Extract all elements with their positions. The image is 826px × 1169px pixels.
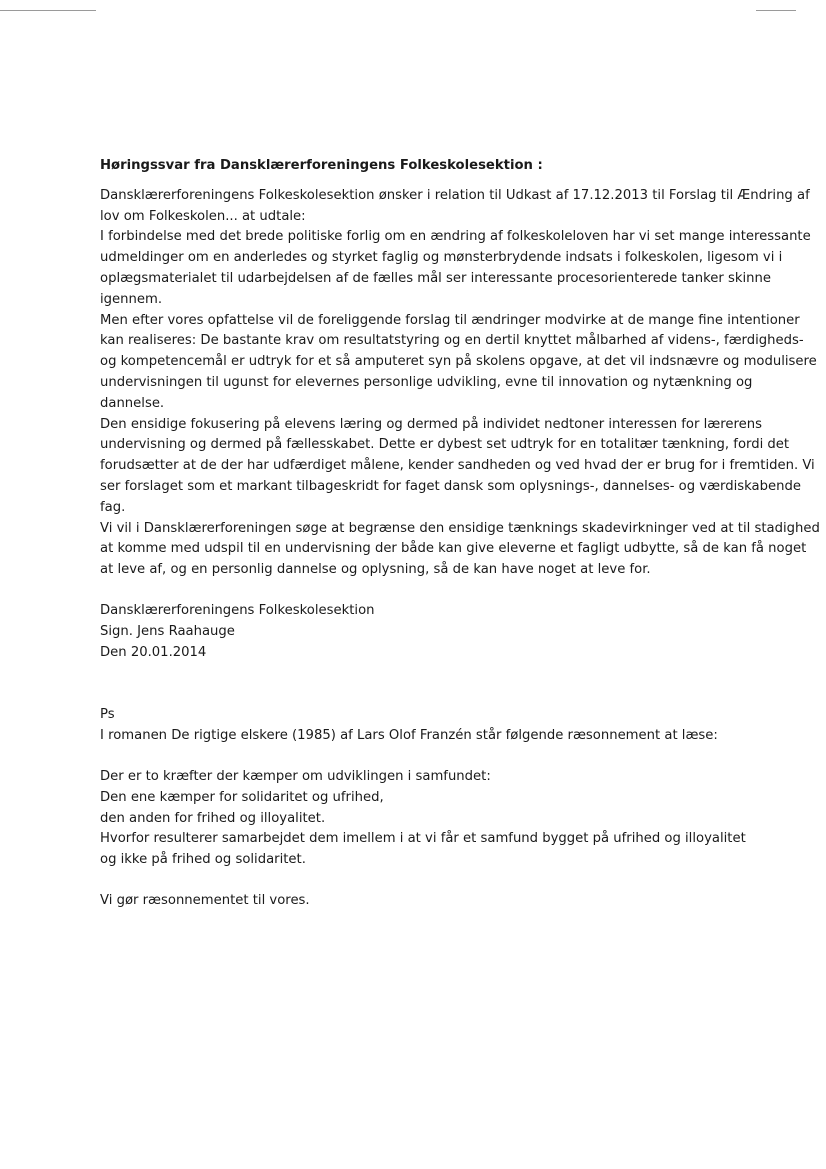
signature-name: Sign. Jens Raahauge [100,623,235,639]
body-line: oplægsmaterialet til udarbejdelsen af de fælles mål ser interessante procesorienterede tanker skinne [100,270,771,286]
body-line: Vi vil i Dansklærerforeningen søge at begrænse den ensidige tænknings skadevirkninger ved at til stadighed [100,520,820,536]
quote-line: Der er to kræfter der kæmper om udviklingen i samfundet: [100,768,491,784]
scan-edge-mark [0,10,96,11]
body-line: og kompetencemål er udtryk for et så amputeret syn på skolens opgave, at det vil indsnævre og modulisere [100,354,817,370]
postscript-closing: Vi gør ræsonnementet til vores. [100,892,310,908]
body-line: dannelse. [100,395,165,411]
scan-edge-mark [756,10,796,11]
body-line: at komme med udspil til en undervisning der både kan give eleverne et fagligt udbytte, så de kan få noget [100,541,807,557]
body-line: kan realiseres: De bastante krav om resultatstyring og en dertil knyttet målbarhed af videns-, færdigheds- [100,333,804,349]
body-line: udmeldinger om en anderledes og styrket faglig og mønsterbrydende indsats i folkeskolen, ligesom vi i [100,250,783,266]
signature-block [100,601,750,663]
body-line: undervisningen til ugunst for elevernes personlige udvikling, evne til innovation og nytænkning og [100,374,753,390]
body-text [100,186,820,581]
body-line: fag. [100,499,126,515]
quote-line: Hvorfor resulterer samarbejdet dem imellem i at vi får et samfund bygget på ufrihed og illoyalitet [100,831,746,847]
postscript-label: Ps [100,707,115,723]
quote-line: den anden for frihed og illoyalitet. [100,810,326,826]
signature-organization: Dansklærerforeningens Folkeskolesektion [100,602,375,618]
body-line: Den ensidige fokusering på elevens læring og dermed på individet nedtoner interessen for lærerens [100,416,762,432]
document-page [100,156,820,912]
body-line: Dansklærerforeningens Folkeskolesektion ønsker i relation til Udkast af 17.12.2013 til Forslag til Ændring af [100,187,810,203]
body-line: undervisning og dermed på fællesskabet. Dette er dybest set udtryk for en totalitær tænkning, fordi det [100,437,790,453]
body-line: forudsætter at de der har udfærdiget målene, kender sandheden og ved hvad der er brug for i fremtiden. Vi [100,458,815,474]
postscript [100,705,750,911]
body-line: Men efter vores opfattelse vil de foreliggende forslag til ændringer modvirke at de mange fine intentioner [100,312,800,328]
body-line: igennem. [100,291,163,307]
body-line: lov om Folkeskolen... at udtale: [100,208,306,224]
body-line: at leve af, og en personlig dannelse og oplysning, så de kan have noget at leve for. [100,562,651,578]
quote-line: Den ene kæmper for solidaritet og ufrihed, [100,789,384,805]
body-line: I forbindelse med det brede politiske forlig om en ændring af folkeskoleloven har vi set mange interessante [100,229,811,245]
quote-line: og ikke på frihed og solidaritet. [100,852,306,868]
body-line: ser forslaget som et markant tilbageskridt for faget dansk som oplysnings-, dannelses- og værdiskabende [100,478,801,494]
signature-date: Den 20.01.2014 [100,644,207,660]
document-heading: Høringssvar fra Dansklærerforeningens Folkeskolesektion : [100,158,543,173]
postscript-intro: I romanen De rigtige elskere (1985) af Lars Olof Franzén står følgende ræsonnement at læse: [100,728,718,744]
